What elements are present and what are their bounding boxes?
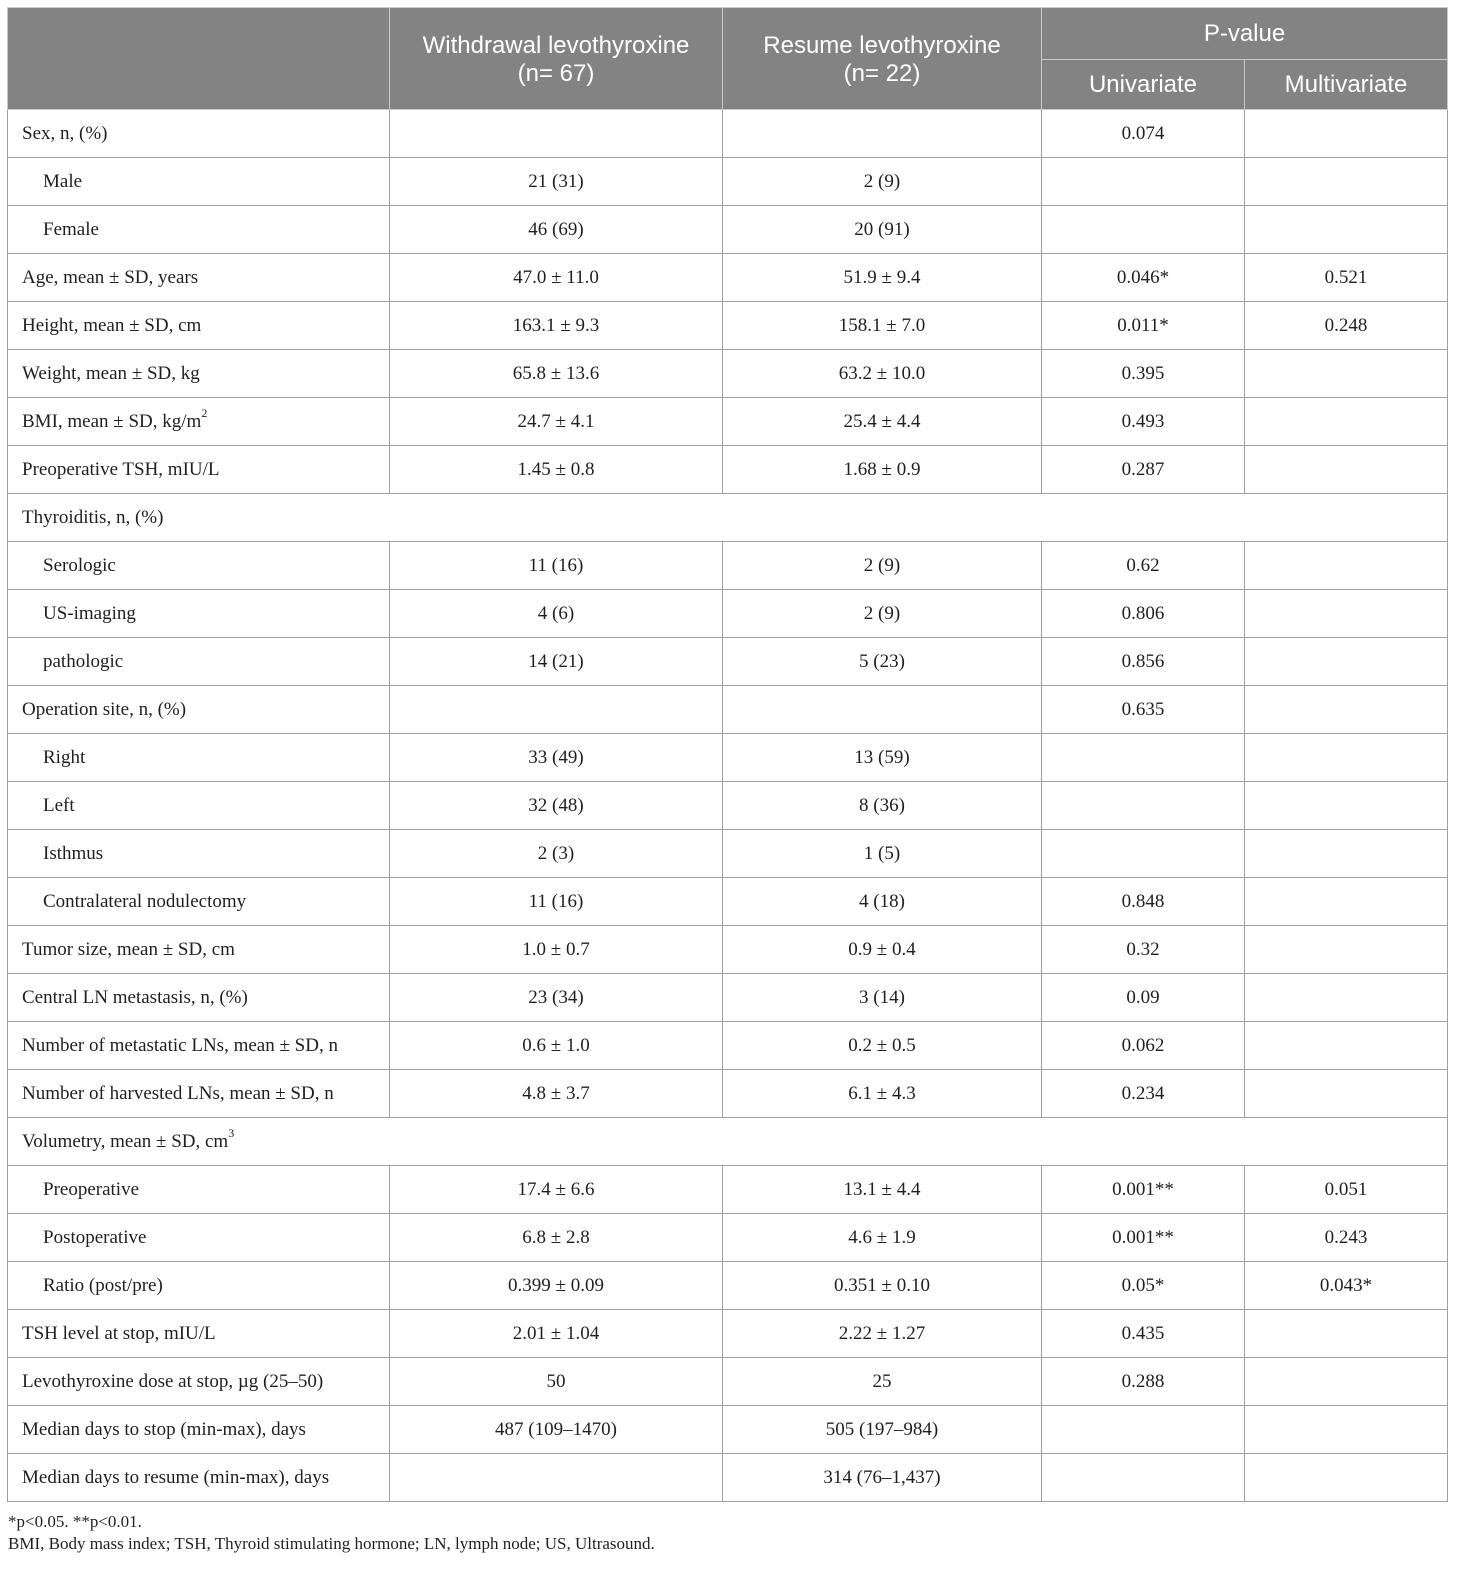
row-label-text: Ratio (post/pre) [43, 1274, 163, 1296]
cell-withdrawal [390, 1454, 723, 1502]
cell-univariate: 0.234 [1042, 1070, 1245, 1118]
table-row [8, 494, 1448, 542]
cell-withdrawal: 2.01 ± 1.04 [390, 1310, 723, 1358]
cell-withdrawal: 24.7 ± 4.1 [390, 398, 723, 446]
header-withdrawal-n: (n= 67) [517, 60, 595, 87]
cell-withdrawal: 23 (34) [390, 974, 723, 1022]
row-label-text: Thyroiditis, n, (%) [22, 506, 164, 528]
row-label [8, 1022, 390, 1070]
row-label-text: Preoperative [43, 1178, 140, 1200]
row-label [8, 542, 390, 590]
cell-withdrawal: 6.8 ± 2.8 [390, 1214, 723, 1262]
cell-univariate [1042, 782, 1245, 830]
cell-univariate [1042, 1406, 1245, 1454]
table-row [8, 1454, 1448, 1502]
cell-withdrawal: 33 (49) [390, 734, 723, 782]
cell-multivariate [1245, 350, 1448, 398]
row-label [8, 206, 390, 254]
cell-withdrawal: 4 (6) [390, 590, 723, 638]
cell-multivariate [1245, 398, 1448, 446]
table-row [8, 1406, 1448, 1454]
table-row [8, 110, 1448, 158]
row-label-text: Volumetry, mean ± SD, cm [22, 1130, 229, 1152]
table-row [8, 1022, 1448, 1070]
cell-resume [723, 686, 1042, 734]
cell-withdrawal [390, 686, 723, 734]
cell-resume: 2 (9) [723, 158, 1042, 206]
row-label [8, 782, 390, 830]
cell-univariate: 0.435 [1042, 1310, 1245, 1358]
cell-withdrawal: 50 [390, 1358, 723, 1406]
cell-withdrawal: 21 (31) [390, 158, 723, 206]
header-blank-cell [8, 8, 390, 110]
row-label [8, 1310, 390, 1358]
row-label [8, 158, 390, 206]
cell-multivariate: 0.243 [1245, 1214, 1448, 1262]
table-row [8, 302, 1448, 350]
row-label-text: TSH level at stop, mIU/L [22, 1322, 216, 1344]
cell-univariate: 0.046* [1042, 254, 1245, 302]
cell-resume: 4.6 ± 1.9 [723, 1214, 1042, 1262]
table-row [8, 254, 1448, 302]
row-label-text: Number of harvested LNs, mean ± SD, n [22, 1082, 334, 1104]
cell-multivariate [1245, 1358, 1448, 1406]
row-label-text: Isthmus [43, 842, 104, 864]
cell-multivariate: 0.521 [1245, 254, 1448, 302]
table-row [8, 1262, 1448, 1310]
cell-univariate: 0.806 [1042, 590, 1245, 638]
cell-univariate: 0.09 [1042, 974, 1245, 1022]
row-label [8, 1406, 390, 1454]
cell-univariate: 0.062 [1042, 1022, 1245, 1070]
cell-multivariate [1245, 110, 1448, 158]
row-label-text: BMI, mean ± SD, kg/m [22, 410, 202, 432]
table-row [8, 734, 1448, 782]
row-label [8, 686, 390, 734]
row-label [8, 398, 390, 446]
table-row [8, 974, 1448, 1022]
cell-resume: 2 (9) [723, 590, 1042, 638]
cell-resume: 13 (59) [723, 734, 1042, 782]
cell-multivariate [1245, 590, 1448, 638]
table-row [8, 1358, 1448, 1406]
cell-resume: 6.1 ± 4.3 [723, 1070, 1042, 1118]
row-label [8, 638, 390, 686]
footnote-abbreviations: BMI, Body mass index; TSH, Thyroid stimulating hormone; LN, lymph node; US, Ultrasound. [8, 1534, 655, 1553]
table-row [8, 686, 1448, 734]
row-label-text: US-imaging [43, 602, 136, 624]
cell-multivariate: 0.051 [1245, 1166, 1448, 1214]
table-header [8, 8, 1448, 110]
cell-univariate: 0.848 [1042, 878, 1245, 926]
cell-withdrawal: 65.8 ± 13.6 [390, 350, 723, 398]
cell-withdrawal: 0.6 ± 1.0 [390, 1022, 723, 1070]
row-label [8, 1262, 390, 1310]
header-pvalue: P-value [1042, 8, 1448, 60]
characteristics-table [7, 7, 1448, 1502]
cell-univariate: 0.32 [1042, 926, 1245, 974]
cell-multivariate: 0.043* [1245, 1262, 1448, 1310]
row-label-text: pathologic [43, 650, 124, 672]
row-label [8, 1454, 390, 1502]
cell-resume: 0.9 ± 0.4 [723, 926, 1042, 974]
cell-resume: 2.22 ± 1.27 [723, 1310, 1042, 1358]
cell-withdrawal: 47.0 ± 11.0 [390, 254, 723, 302]
cell-multivariate [1245, 974, 1448, 1022]
cell-resume: 1 (5) [723, 830, 1042, 878]
cell-withdrawal: 1.0 ± 0.7 [390, 926, 723, 974]
cell-multivariate [1245, 542, 1448, 590]
cell-resume: 0.351 ± 0.10 [723, 1262, 1042, 1310]
cell-resume: 13.1 ± 4.4 [723, 1166, 1042, 1214]
table-row [8, 350, 1448, 398]
cell-multivariate [1245, 1406, 1448, 1454]
cell-univariate: 0.856 [1042, 638, 1245, 686]
cell-withdrawal: 14 (21) [390, 638, 723, 686]
cell-resume: 63.2 ± 10.0 [723, 350, 1042, 398]
header-multivariate: Multivariate [1245, 60, 1448, 110]
footnote-significance: *p<0.05. **p<0.01. [8, 1512, 142, 1531]
cell-resume: 4 (18) [723, 878, 1042, 926]
table-row [8, 782, 1448, 830]
row-label-superscript: 2 [201, 406, 208, 421]
row-label-text: Levothyroxine dose at stop, µg (25–50) [22, 1370, 324, 1392]
row-label [8, 350, 390, 398]
cell-multivariate [1245, 782, 1448, 830]
cell-univariate: 0.011* [1042, 302, 1245, 350]
cell-resume: 51.9 ± 9.4 [723, 254, 1042, 302]
cell-multivariate: 0.248 [1245, 302, 1448, 350]
cell-univariate: 0.493 [1042, 398, 1245, 446]
cell-withdrawal: 487 (109–1470) [390, 1406, 723, 1454]
cell-univariate [1042, 1454, 1245, 1502]
row-label-text: Central LN metastasis, n, (%) [22, 986, 248, 1008]
cell-withdrawal: 163.1 ± 9.3 [390, 302, 723, 350]
cell-univariate: 0.05* [1042, 1262, 1245, 1310]
table-row [8, 878, 1448, 926]
row-label [8, 1118, 1448, 1166]
row-label [8, 734, 390, 782]
cell-withdrawal: 17.4 ± 6.6 [390, 1166, 723, 1214]
cell-withdrawal: 11 (16) [390, 878, 723, 926]
table-row [8, 446, 1448, 494]
cell-multivariate [1245, 638, 1448, 686]
cell-withdrawal: 2 (3) [390, 830, 723, 878]
cell-resume: 2 (9) [723, 542, 1042, 590]
row-label-text: Height, mean ± SD, cm [22, 314, 202, 336]
cell-multivariate [1245, 926, 1448, 974]
table-row [8, 206, 1448, 254]
row-label-text: Median days to resume (min-max), days [22, 1466, 330, 1488]
cell-univariate: 0.001** [1042, 1214, 1245, 1262]
cell-resume: 505 (197–984) [723, 1406, 1042, 1454]
table-row [8, 1070, 1448, 1118]
cell-univariate [1042, 158, 1245, 206]
row-label [8, 590, 390, 638]
row-label [8, 1166, 390, 1214]
table-row [8, 926, 1448, 974]
cell-resume [723, 110, 1042, 158]
cell-withdrawal: 1.45 ± 0.8 [390, 446, 723, 494]
cell-univariate: 0.001** [1042, 1166, 1245, 1214]
cell-multivariate [1245, 686, 1448, 734]
row-label-superscript: 3 [228, 1126, 235, 1141]
row-label [8, 926, 390, 974]
cell-multivariate [1245, 446, 1448, 494]
header-withdrawal [390, 8, 723, 110]
table-row [8, 158, 1448, 206]
cell-univariate: 0.62 [1042, 542, 1245, 590]
header-resume [723, 8, 1042, 110]
row-label [8, 110, 390, 158]
row-label [8, 1214, 390, 1262]
table-row [8, 1118, 1448, 1166]
cell-resume: 158.1 ± 7.0 [723, 302, 1042, 350]
cell-univariate: 0.074 [1042, 110, 1245, 158]
cell-withdrawal: 11 (16) [390, 542, 723, 590]
cell-resume: 25 [723, 1358, 1042, 1406]
table-row [8, 830, 1448, 878]
cell-multivariate [1245, 734, 1448, 782]
header-univariate: Univariate [1042, 60, 1245, 110]
cell-resume: 1.68 ± 0.9 [723, 446, 1042, 494]
row-label-text: Right [43, 746, 86, 768]
table-body [8, 110, 1448, 1502]
header-resume-n: (n= 22) [843, 60, 921, 87]
row-label-text: Weight, mean ± SD, kg [22, 362, 200, 384]
header-withdrawal-title: Withdrawal levothyroxine [422, 32, 690, 59]
table-row [8, 1310, 1448, 1358]
cell-multivariate [1245, 830, 1448, 878]
cell-multivariate [1245, 1070, 1448, 1118]
row-label [8, 1070, 390, 1118]
cell-univariate: 0.288 [1042, 1358, 1245, 1406]
table-row [8, 638, 1448, 686]
cell-multivariate [1245, 206, 1448, 254]
table-container [7, 7, 1447, 1555]
row-label-text: Operation site, n, (%) [22, 698, 187, 720]
cell-univariate: 0.395 [1042, 350, 1245, 398]
cell-univariate [1042, 206, 1245, 254]
table-row [8, 398, 1448, 446]
cell-withdrawal: 46 (69) [390, 206, 723, 254]
cell-multivariate [1245, 158, 1448, 206]
cell-resume: 25.4 ± 4.4 [723, 398, 1042, 446]
row-label [8, 830, 390, 878]
table-row [8, 1214, 1448, 1262]
cell-resume: 3 (14) [723, 974, 1042, 1022]
table-row [8, 542, 1448, 590]
row-label-text: Contralateral nodulectomy [43, 890, 247, 912]
row-label [8, 302, 390, 350]
cell-resume: 0.2 ± 0.5 [723, 1022, 1042, 1070]
row-label-text: Postoperative [43, 1226, 147, 1248]
header-resume-title: Resume levothyroxine [763, 32, 1001, 59]
row-label [8, 1358, 390, 1406]
cell-withdrawal: 32 (48) [390, 782, 723, 830]
cell-univariate [1042, 734, 1245, 782]
row-label-text: Left [43, 794, 75, 816]
cell-resume: 314 (76–1,437) [723, 1454, 1042, 1502]
row-label-text: Age, mean ± SD, years [22, 266, 199, 288]
table-row [8, 1166, 1448, 1214]
row-label-text: Preoperative TSH, mIU/L [22, 458, 220, 480]
cell-resume: 5 (23) [723, 638, 1042, 686]
row-label-text: Sex, n, (%) [22, 122, 108, 144]
cell-multivariate [1245, 1310, 1448, 1358]
row-label-text: Tumor size, mean ± SD, cm [22, 938, 235, 960]
cell-resume: 20 (91) [723, 206, 1042, 254]
table-row [8, 590, 1448, 638]
row-label [8, 878, 390, 926]
row-label-text: Median days to stop (min-max), days [22, 1418, 306, 1440]
cell-multivariate [1245, 1454, 1448, 1502]
row-label-text: Number of metastatic LNs, mean ± SD, n [22, 1034, 338, 1056]
row-label-text: Female [43, 218, 99, 240]
row-label [8, 254, 390, 302]
row-label [8, 446, 390, 494]
cell-multivariate [1245, 1022, 1448, 1070]
cell-univariate [1042, 830, 1245, 878]
row-label [8, 974, 390, 1022]
cell-withdrawal: 0.399 ± 0.09 [390, 1262, 723, 1310]
row-label-text: Male [43, 170, 83, 192]
cell-univariate: 0.287 [1042, 446, 1245, 494]
row-label-text: Serologic [43, 554, 116, 576]
cell-resume: 8 (36) [723, 782, 1042, 830]
cell-univariate: 0.635 [1042, 686, 1245, 734]
cell-withdrawal [390, 110, 723, 158]
cell-multivariate [1245, 878, 1448, 926]
row-label [8, 494, 1448, 542]
cell-withdrawal: 4.8 ± 3.7 [390, 1070, 723, 1118]
